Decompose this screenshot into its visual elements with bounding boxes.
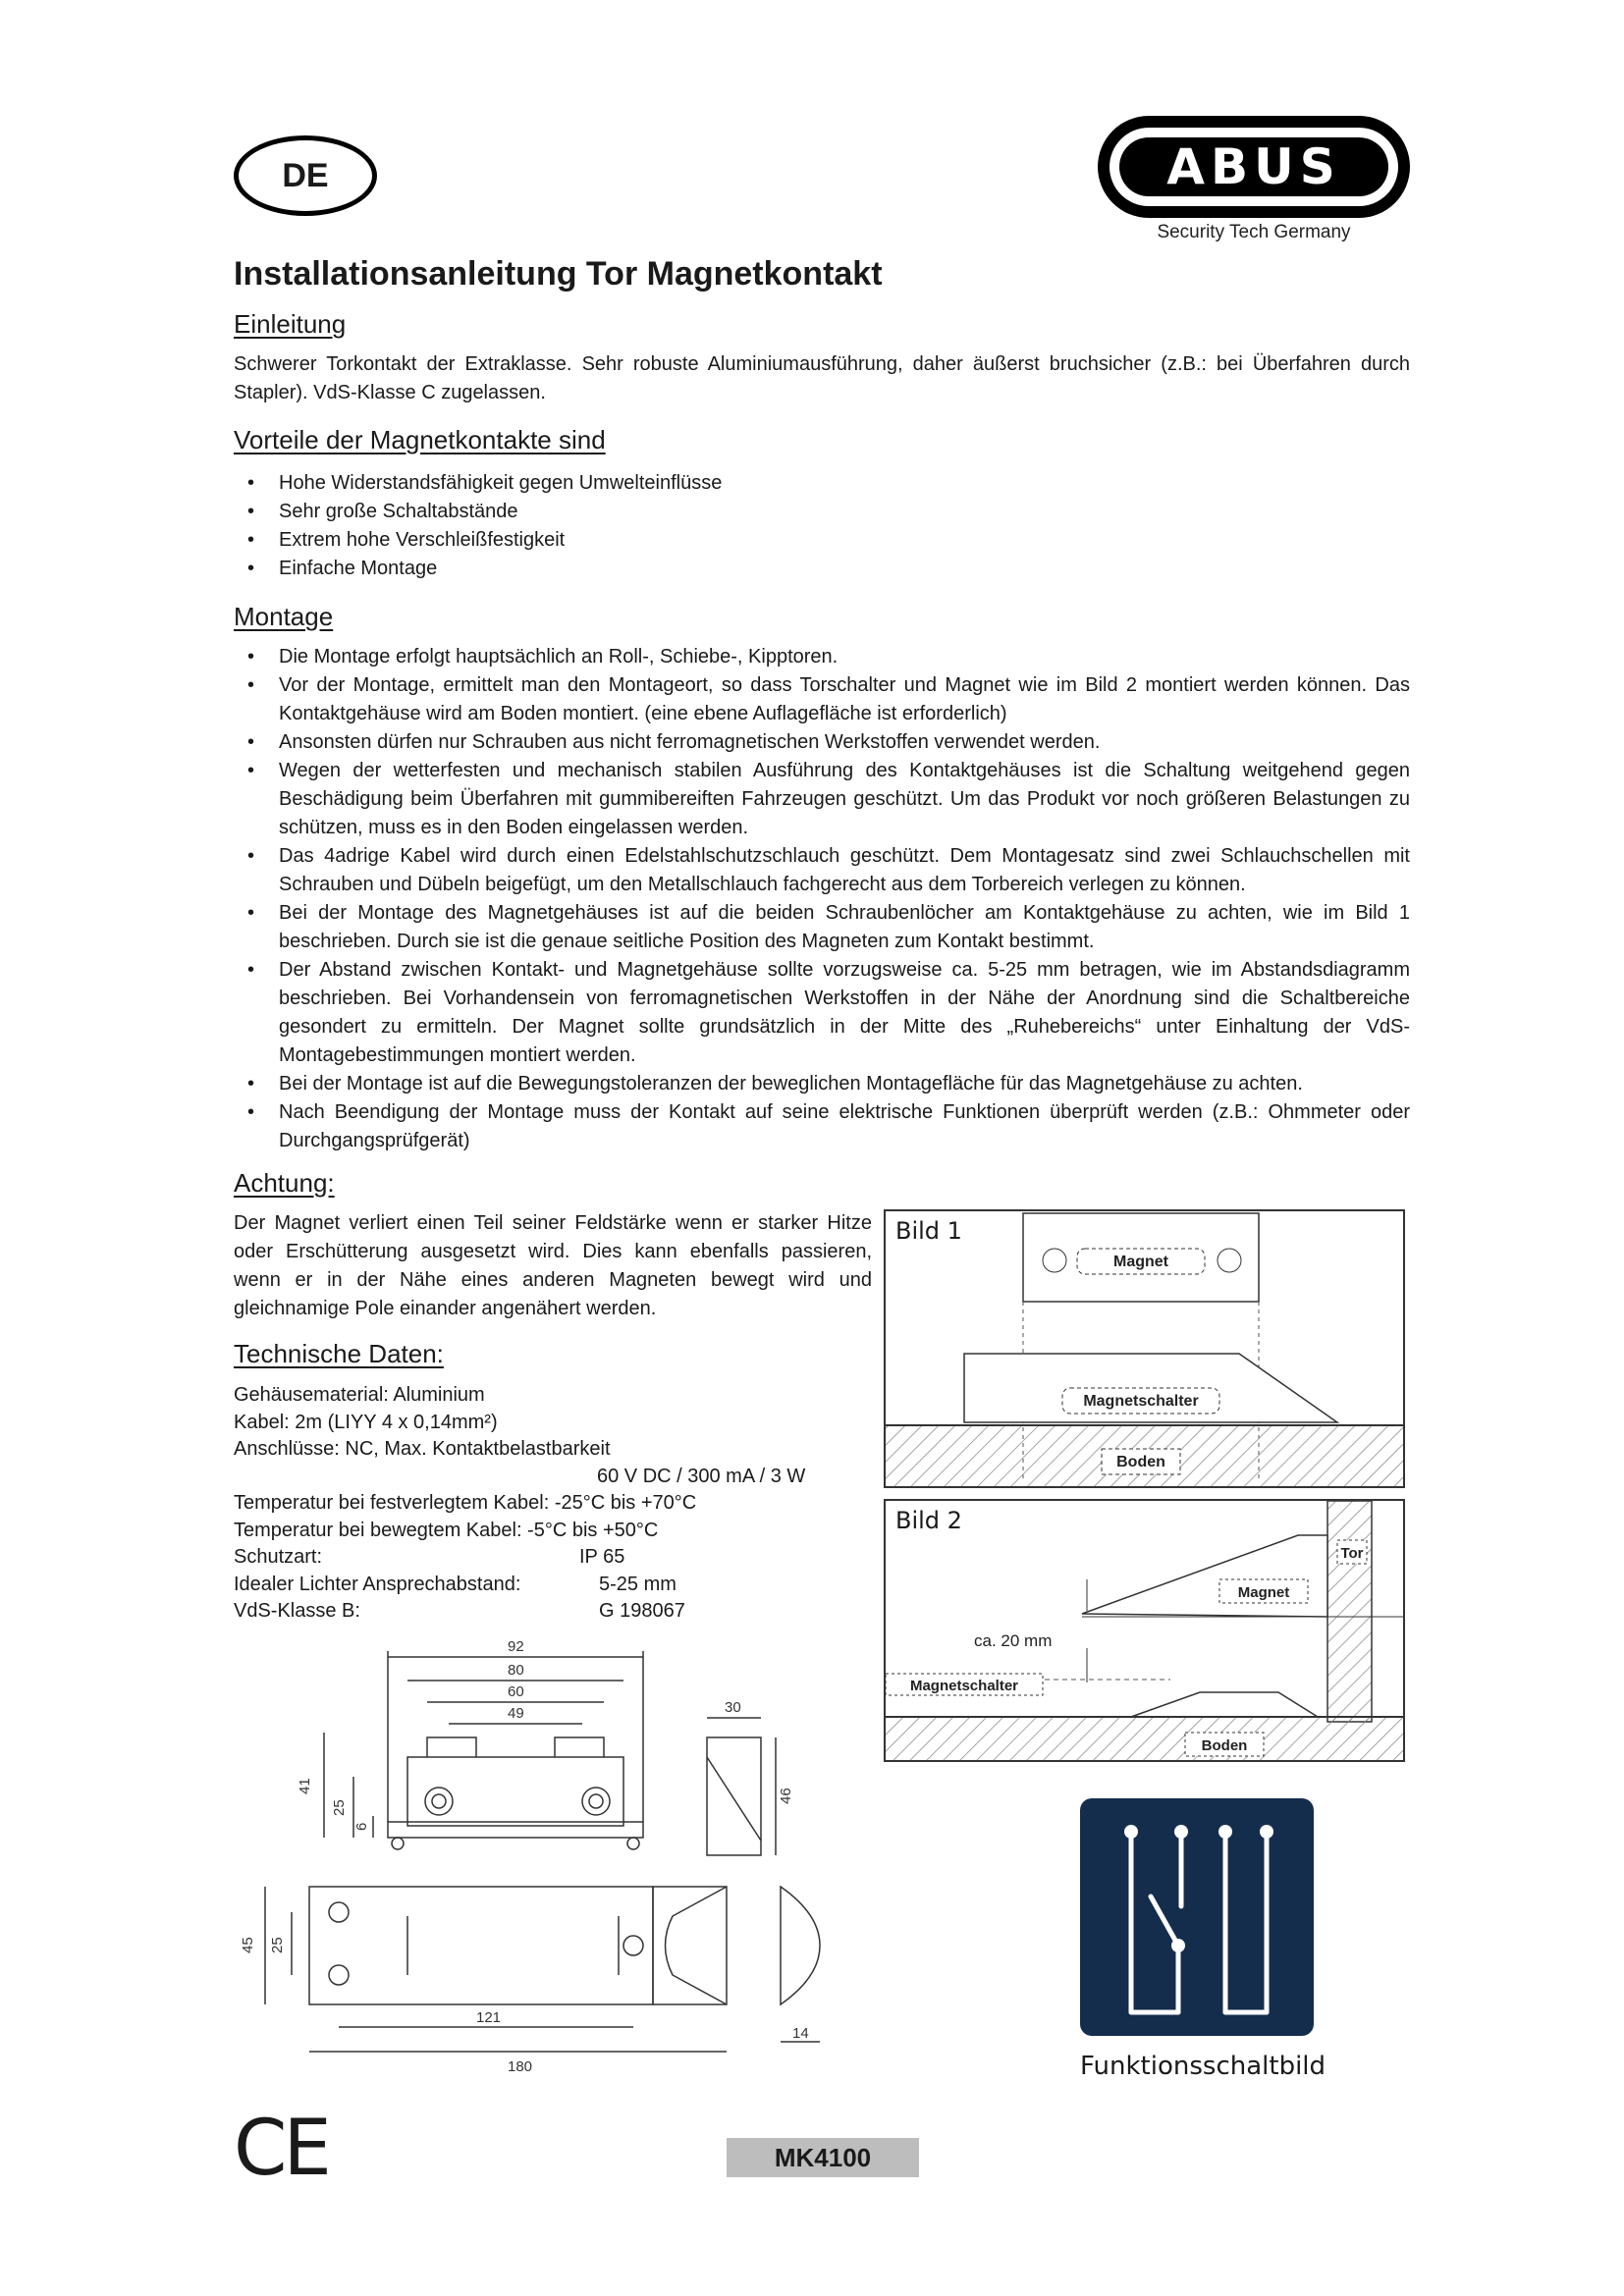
tech-heading: Technische Daten: xyxy=(234,1339,444,1368)
magnet-mount xyxy=(1082,1535,1327,1617)
brand-name: ABUS xyxy=(1119,137,1388,196)
fig2-gate-label: Tor xyxy=(1340,1545,1364,1562)
figure-2-label: Bild 2 xyxy=(895,1507,962,1534)
dim-label: 41 xyxy=(297,1778,313,1794)
dim-label: 60 xyxy=(508,1683,524,1700)
fig2-floor-label: Boden xyxy=(1201,1737,1248,1754)
dim-label: 14 xyxy=(792,2025,809,2042)
mounting-heading: Montage xyxy=(234,602,334,631)
fig1-floor-label: Boden xyxy=(1116,1454,1165,1470)
dim-label: 180 xyxy=(508,2058,533,2075)
language-badge xyxy=(234,135,377,216)
tech-housing: Gehäusematerial: Aluminium xyxy=(234,1384,485,1406)
end-view xyxy=(781,1887,820,2004)
tech-gap-value: 5-25 mm xyxy=(599,1573,677,1595)
dim-label: 45 xyxy=(240,1937,256,1953)
dim-label: 6 xyxy=(353,1822,370,1831)
tech-data xyxy=(234,1382,872,1626)
list-item: • Die Montage erfolgt hauptsächlich an Roll-, Schiebe-, Kipptoren. xyxy=(269,643,1410,671)
tech-load: 60 V DC / 300 mA / 3 W xyxy=(597,1465,806,1487)
advantages-list xyxy=(234,469,1410,583)
intro-heading: Einleitung xyxy=(234,309,347,339)
tech-vds-label: VdS-Klasse B: xyxy=(234,1600,360,1622)
list-item: • Bei der Montage des Magnetgehäuses ist auf die beiden Schraubenlöcher am Kontaktgehäuse zu achten, wie im Bild 1 beschrieben. Durch sie ist die genaue seitliche Position des Magneten zum Kontakt bestimmt. xyxy=(269,899,1410,956)
tech-protection-label: Schutzart: xyxy=(234,1546,323,1568)
tech-temp-fixed: Temperatur bei festverlegtem Kabel: -25°C bis +70°C xyxy=(234,1492,697,1514)
language-code: DE xyxy=(282,156,329,194)
list-item: • Der Abstand zwischen Kontakt- und Magnetgehäuse sollte vorzugsweise ca. 5-25 mm betragen, wie im Abstandsdiagramm beschrieben. Bei Vorhandensein von ferromagnetischen Werkstoffen in der Nähe der Anordnung sind die Schaltbereiche gesondert zu ermitteln. Der Magnet sollte grundsätzlich in der Mitte des „Ruhebereichs“ unter Einhaltung der VdS-Montagebestimmungen montiert werden. xyxy=(269,956,1410,1070)
logo-pill xyxy=(1098,116,1410,218)
page-title: Installationsanleitung Tor Magnetkontakt xyxy=(234,255,883,293)
model-number: MK4100 xyxy=(727,2138,919,2177)
dim-label: 30 xyxy=(725,1699,741,1716)
fig2-magnet-label: Magnet xyxy=(1237,1584,1290,1601)
list-item: • Vor der Montage, ermittelt man den Montageort, so dass Torschalter und Magnet wie im Bild 2 montiert werden können. Das Kontaktgehäuse wird am Boden montiert. (eine ebene Auflagefläche ist erforderlich) xyxy=(269,671,1410,728)
figure-1 xyxy=(884,1209,1405,1488)
dimension-drawing xyxy=(231,1629,918,2081)
tech-connections: Anschlüsse: NC, Max. Kontaktbelastbarkeit xyxy=(234,1438,611,1460)
dim-label: 92 xyxy=(508,1638,524,1655)
contact-housing xyxy=(964,1354,1337,1422)
gate-panel xyxy=(1327,1501,1372,1722)
fig2-distance-label: ca. 20 mm xyxy=(974,1631,1053,1650)
caution-heading: Achtung: xyxy=(234,1168,335,1198)
top-view-body xyxy=(309,1887,653,2004)
figure-1-label: Bild 1 xyxy=(895,1217,962,1245)
list-item: • Nach Beendigung der Montage muss der Kontakt auf seine elektrische Funktionen überprüft werden (z.B.: Ohmmeter oder Durchgangsprüfgerät) xyxy=(269,1098,1410,1155)
list-item: • Bei der Montage ist auf die Bewegungstoleranzen der beweglichen Montagefläche für das Magnetgehäuse zu achten. xyxy=(269,1070,1410,1098)
fig2-switch-label: Magnetschalter xyxy=(909,1678,1019,1694)
schematic-caption: Funktionsschaltbild xyxy=(1080,2052,1326,2081)
advantages-heading: Vorteile der Magnetkontakte sind xyxy=(234,425,606,454)
list-item: • Sehr große Schaltabstände xyxy=(269,498,1410,526)
dim-label: 49 xyxy=(508,1705,524,1722)
schematic-symbol xyxy=(1080,1798,1314,2036)
floor-hatch xyxy=(886,1717,1405,1762)
brand-tagline: Security Tech Germany xyxy=(1157,222,1351,242)
mounting-list xyxy=(234,643,1410,1155)
tech-protection-value: IP 65 xyxy=(579,1546,625,1568)
list-item: • Extrem hohe Verschleißfestigkeit xyxy=(269,526,1410,555)
list-item: • Ansonsten dürfen nur Schrauben aus nicht ferromagnetischen Werkstoffen verwendet werden. xyxy=(269,728,1410,757)
tech-temp-moving: Temperatur bei bewegtem Kabel: -5°C bis +50°C xyxy=(234,1519,659,1541)
dim-label: 80 xyxy=(508,1662,524,1679)
list-item: • Einfache Montage xyxy=(269,555,1410,583)
list-item: • Das 4adrige Kabel wird durch einen Edelstahlschutzschlauch geschützt. Dem Montagesatz sind zwei Schlauchschellen mit Schrauben und Dübeln beigefügt, um den Metallschlauch fachgerecht aus dem Torbereich verlegen zu können. xyxy=(269,842,1410,899)
screw-hole-left xyxy=(425,1788,453,1815)
figure-2 xyxy=(884,1499,1405,1762)
screw-hole-right xyxy=(582,1788,610,1815)
dim-label: 25 xyxy=(331,1799,348,1816)
dim-label: 25 xyxy=(269,1937,286,1953)
tech-cable: Kabel: 2m (LIYY 4 x 0,14mm²) xyxy=(234,1411,498,1433)
dim-label: 121 xyxy=(476,2009,502,2026)
tech-vds-value: G 198067 xyxy=(599,1600,685,1622)
tech-gap-label: Idealer Lichter Ansprechabstand: xyxy=(234,1573,521,1595)
ce-mark: CE xyxy=(234,2105,328,2193)
caution-text: Der Magnet verliert einen Teil seiner Feldstärke wenn er starker Hitze oder Erschütterung ausgesetzt wird. Dies kann ebenfalls passieren, wenn er in der Nähe eines anderen Magneten bewegt wird und gleichnamige Pole einander angenähert werden. xyxy=(234,1212,872,1319)
fig1-switch-label: Magnetschalter xyxy=(1083,1393,1199,1410)
dim-label: 46 xyxy=(778,1788,794,1804)
side-view xyxy=(707,1737,761,1855)
fig1-magnet-label: Magnet xyxy=(1113,1254,1168,1270)
intro-text: Schwerer Torkontakt der Extraklasse. Sehr robuste Aluminiumausführung, daher äußerst bruchsicher (z.B.: bei Überfahren durch Stapler). VdS-Klasse C zugelassen. xyxy=(234,353,1410,403)
front-view-flange xyxy=(388,1822,643,1838)
list-item: • Wegen der wetterfesten und mechanisch stabilen Ausführung des Kontaktgehäuses ist die Schaltung weitgehend gegen Beschädigung beim Überfahren mit gummibereiften Fahrzeugen geschützt. Um das Produkt vor noch größeren Belastungen zu schützen, muss es in den Boden eingelassen werden. xyxy=(269,757,1410,842)
list-item: • Hohe Widerstandsfähigkeit gegen Umwelteinflüsse xyxy=(269,469,1410,498)
brand-logo xyxy=(1098,116,1410,243)
